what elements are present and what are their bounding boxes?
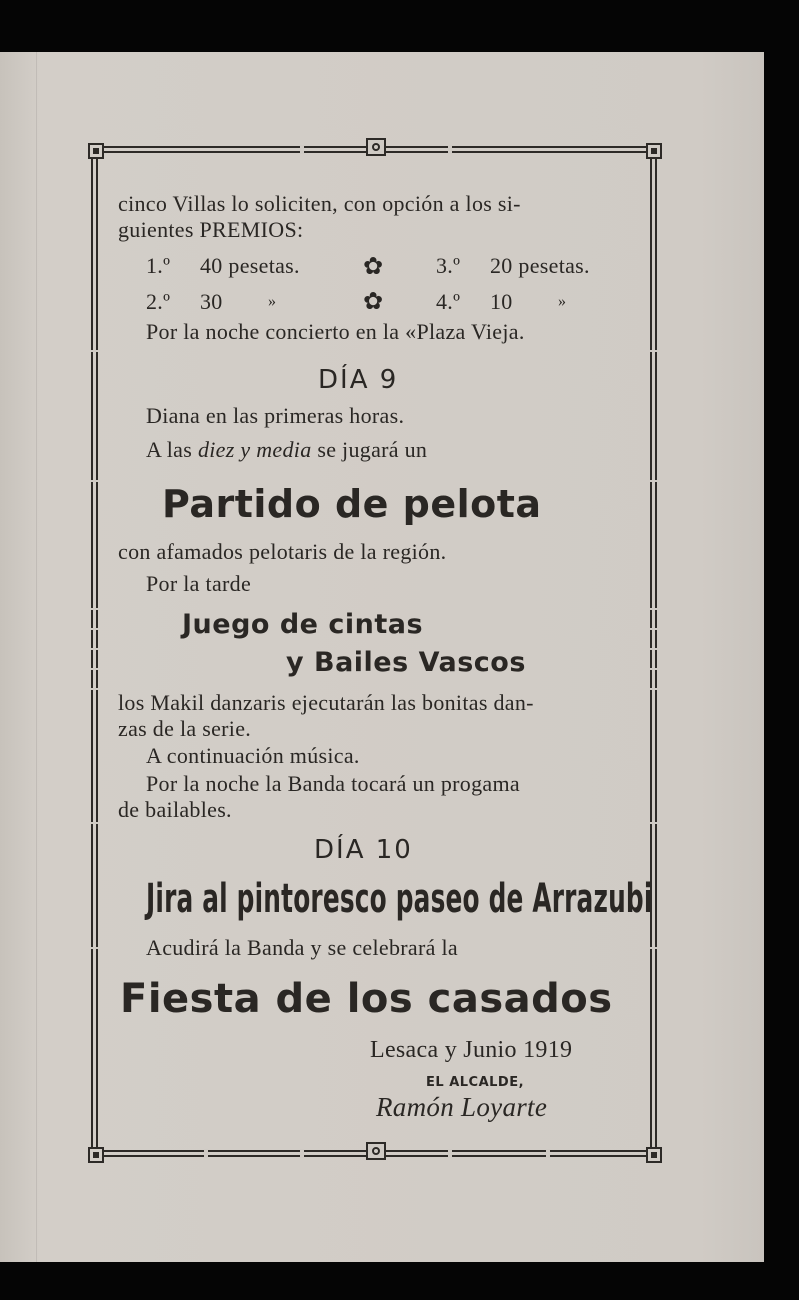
day-heading: DÍA 9 bbox=[318, 365, 399, 395]
signature: Ramón Loyarte bbox=[376, 1092, 548, 1122]
body-line: de bailables. bbox=[118, 797, 232, 822]
prize-place: 1.º bbox=[146, 253, 171, 278]
corner-ornament bbox=[646, 143, 662, 159]
body-line: Por la noche la Banda tocará un progama bbox=[146, 771, 520, 796]
corner-ornament bbox=[646, 1147, 662, 1163]
corner-ornament bbox=[88, 143, 104, 159]
medallion-icon bbox=[366, 138, 386, 156]
body-line: Diana en las primeras horas. bbox=[146, 403, 405, 428]
body-line: cinco Villas lo soliciten, con opción a los si- bbox=[118, 191, 521, 216]
body-line: con afamados pelotaris de la región. bbox=[118, 539, 447, 564]
prize-amount: 10 bbox=[490, 289, 513, 314]
body-line: Acudirá la Banda y se celebrará la bbox=[146, 935, 458, 960]
prize-ditto: » bbox=[268, 293, 277, 310]
event-title: Jira al pintoresco paseo de Arrazubi bbox=[146, 876, 653, 922]
body-line bbox=[146, 438, 427, 462]
mayor-title: EL ALCALDE, bbox=[426, 1075, 525, 1090]
prize-amount: 40 pesetas. bbox=[200, 253, 300, 278]
prize-ditto: » bbox=[558, 293, 567, 310]
day-heading: DÍA 10 bbox=[314, 835, 413, 865]
emphasis-text: diez y media bbox=[197, 437, 312, 462]
rose-ornament-icon: ✿ bbox=[362, 287, 384, 315]
event-title: Fiesta de los casados bbox=[120, 976, 613, 1022]
body-line: Por la noche concierto en la «Plaza Vieja. bbox=[146, 319, 525, 344]
document-page bbox=[0, 52, 764, 1262]
medallion-icon bbox=[366, 1142, 386, 1160]
body-line: A continuación música. bbox=[146, 743, 360, 768]
prize-place: 4.º bbox=[436, 289, 461, 314]
right-border bbox=[650, 159, 657, 1147]
prize-place: 3.º bbox=[436, 253, 461, 278]
text-fragment: A las bbox=[146, 437, 193, 462]
text-fragment: se jugará un bbox=[317, 437, 428, 462]
body-line: Por la tarde bbox=[146, 571, 252, 596]
prize-amount: 20 pesetas. bbox=[490, 253, 590, 278]
body-line: guientes PREMIOS: bbox=[118, 217, 304, 242]
event-subtitle: Juego de cintas bbox=[182, 609, 424, 640]
body-line: zas de la serie. bbox=[118, 716, 252, 741]
event-title: Partido de pelota bbox=[162, 482, 542, 526]
left-border bbox=[91, 159, 98, 1147]
prize-amount: 30 bbox=[200, 289, 223, 314]
prize-place: 2.º bbox=[146, 289, 171, 314]
body-line: los Makil danzaris ejecutarán las bonitas dan- bbox=[118, 690, 534, 715]
page-fold bbox=[36, 52, 37, 1262]
corner-ornament bbox=[88, 1147, 104, 1163]
event-subtitle: y Bailes Vascos bbox=[286, 647, 526, 678]
rose-ornament-icon: ✿ bbox=[362, 252, 384, 280]
date-line: Lesaca y Junio 1919 bbox=[370, 1037, 573, 1063]
